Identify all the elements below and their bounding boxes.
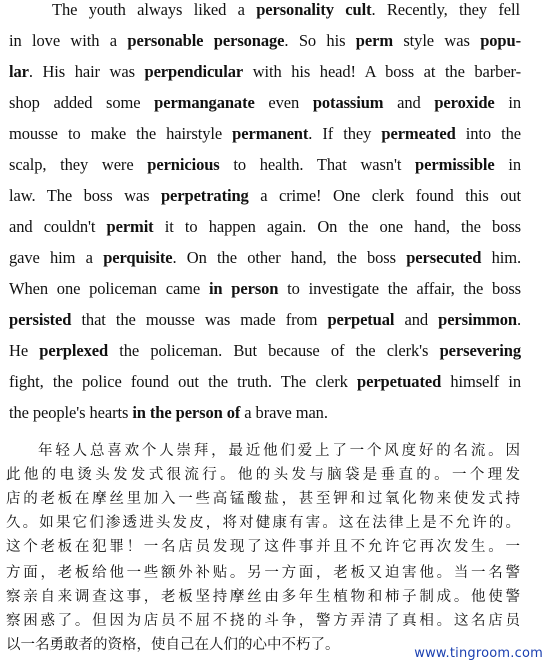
chinese-line: 这个老板在犯罪！一名店员发现了这件事并且不允许它再次发生。一	[6, 539, 520, 555]
vocabulary-word: pernicious	[147, 155, 220, 174]
english-line: fight, the police found out the truth. The clerk perpetuated himself in	[9, 372, 522, 391]
chinese-line: 年轻人总喜欢个人崇拜，最近他们爱上了一个风度好的名流。因	[38, 443, 520, 459]
vocabulary-word: perquisite	[103, 248, 173, 267]
vocabulary-word: in the person of	[132, 403, 241, 422]
english-line: The youth always liked a personality cult. Recently, they fell	[52, 0, 520, 19]
vocabulary-word: lar	[9, 62, 29, 81]
vocabulary-word: permissible	[415, 155, 495, 174]
vocabulary-word: perpetuated	[357, 372, 442, 391]
english-line: He perplexed the policeman. But because of the clerk's persevering	[9, 341, 521, 360]
english-line: gave him a perquisite. On the other hand, the boss persecuted him.	[9, 248, 521, 267]
chinese-line: 察亲自来调查这事，老板坚持摩丝由多年生植物和柿子制成。他使警	[6, 589, 520, 605]
english-line: in love with a personable personage. So his perm style was popu-	[9, 31, 521, 50]
english-line: law. The boss was perpetrating a crime! One clerk found this out	[9, 186, 521, 205]
english-line: mousse to make the hairstyle permanent. If they permeated into the	[9, 124, 521, 143]
vocabulary-word: perpendicular	[144, 62, 244, 81]
english-line: and couldn't permit it to happen again. On the one hand, the boss	[9, 217, 521, 236]
chinese-line: 久。如果它们渗透进头发皮，将对健康有害。这在法律上是不允许的。	[6, 515, 520, 531]
vocabulary-word: personality cult	[256, 0, 372, 19]
vocabulary-word: potassium	[312, 93, 384, 112]
english-line: persisted that the mousse was made from perpetual and persimmon.	[9, 310, 522, 329]
vocabulary-word: persevering	[439, 341, 521, 360]
english-line: the people's hearts in the person of a brave man.	[9, 403, 328, 422]
vocabulary-word: in person	[208, 279, 279, 298]
vocabulary-word: persisted	[9, 310, 72, 329]
vocabulary-word: popu-	[480, 31, 521, 50]
vocabulary-word: permeated	[381, 124, 456, 143]
chinese-line: 此他的电烫头发发式很流行。他的头发与脑袋是垂直的。一个理发	[6, 467, 520, 483]
vocabulary-word: persimmon	[438, 310, 517, 329]
vocabulary-word: permanent	[232, 124, 309, 143]
vocabulary-word: peroxide	[434, 93, 495, 112]
vocabulary-word: perplexed	[39, 341, 109, 360]
vocabulary-word: permit	[106, 217, 154, 236]
english-line: scalp, they were pernicious to health. That wasn't permissible in	[9, 155, 521, 174]
english-line: When one policeman came in person to investigate the affair, the boss	[9, 279, 521, 298]
chinese-line: 察困惑了。但因为店员不屈不挠的斗争，警方弄清了真相。这名店员	[6, 613, 520, 629]
vocabulary-word: perpetrating	[160, 186, 249, 205]
english-line: shop added some permanganate even potassium and peroxide in	[9, 93, 521, 112]
vocabulary-word: perpetual	[327, 310, 395, 329]
vocabulary-word: persecuted	[406, 248, 482, 267]
english-line: lar. His hair was perpendicular with his head! A boss at the barber-	[9, 62, 522, 81]
site-watermark: www.tingroom.com	[414, 646, 543, 661]
chinese-line: 以一名勇敢者的资格，使自己在人们的心中不朽了。	[6, 637, 340, 653]
vocabulary-word: perm	[355, 31, 393, 50]
chinese-line: 店的老板在摩丝里加入一些高锰酸盐，甚至钾和过氧化物来使发式持	[6, 491, 520, 507]
vocabulary-word: permanganate	[154, 93, 255, 112]
vocabulary-word: personable personage	[127, 31, 285, 50]
chinese-line: 方面，老板给他一些额外补贴。另一方面，老板又迫害他。当一名警	[6, 565, 520, 581]
